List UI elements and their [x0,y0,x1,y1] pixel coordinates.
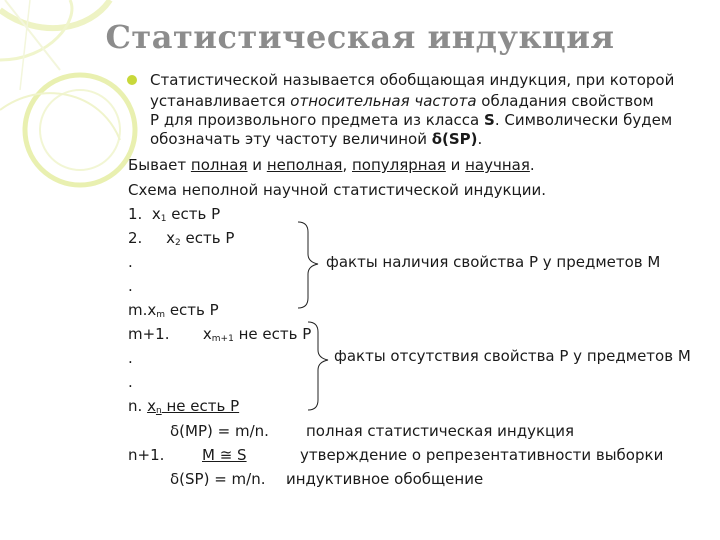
row-number: m. [128,301,148,319]
types-text: Бывает [128,156,191,174]
row-text: есть P [180,229,235,247]
row-m-plus-1 [128,325,311,343]
row-number: m+1. [128,325,170,343]
row-variable: x [166,229,176,247]
frequency-symbol: δ(SP) [431,130,478,148]
row-text: есть P [165,301,219,319]
row-m [128,301,219,319]
definition-text: . [477,130,483,148]
row-text: не есть P [233,325,312,343]
bullet-dot-icon [127,75,137,85]
definition-text: . Символически будем [494,111,673,129]
row-number: 1. [128,205,143,223]
row-number: 2. [128,229,143,247]
formula-2-number: n+1. [128,446,165,464]
row-1 [128,205,220,223]
presence-brace-icon [298,222,318,308]
formula-1: δ(MP) = m/n. [170,422,269,440]
row-2 [128,229,234,247]
row-ellipsis-4: . [128,373,133,391]
row-subscript: m [156,310,166,320]
definition-line-4 [150,130,482,148]
row-subscript: 1 [160,214,167,224]
row-variable: x [151,205,161,223]
formula-1-desc: полная статистическая индукция [306,422,574,440]
types-text: , [342,156,352,174]
definition-text: обозначать эту частоту величиной [150,130,432,148]
definition-text: устанавливается [150,92,291,110]
type-scientific: научная [465,156,530,174]
definition-text: называется обобщающая индукция, при которой [277,71,675,89]
row-number: n. [128,397,143,415]
formula-2-expr: M ≅ S [202,446,247,464]
type-incomplete: неполная [266,156,343,174]
class-symbol: S [484,111,495,129]
slide-title: Статистическая индукция [105,18,615,56]
row-variable: x [147,301,157,319]
presence-annotation: факты наличия свойства P у предметов M [326,253,661,271]
definition-emphasis: относительная частота [290,92,477,110]
definition-line-3 [150,111,672,129]
type-popular: популярная [352,156,446,174]
row-subscript: 2 [175,238,181,248]
formula-2-desc: утверждение о репрезентативности выборки [300,446,664,464]
types-text: . [529,156,535,174]
row-text: есть P [166,205,221,223]
row-ellipsis-3: . [128,349,133,367]
definition-term: Статистической [150,71,278,89]
formula-3-desc: индуктивное обобщение [286,470,484,488]
row-ellipsis-2: . [128,277,133,295]
absence-annotation: факты отсутствия свойства P у предметов M [334,347,691,365]
row-subscript: n [155,406,162,416]
types-line [128,156,535,174]
row-variable: x [202,325,212,343]
types-text: и [445,156,466,174]
definition-text: обладания свойством [476,92,654,110]
row-text: не есть P [161,397,240,415]
definition-text: P для произвольного предмета из класса [150,111,485,129]
row-n [128,397,239,415]
formula-2 [202,446,247,464]
row-ellipsis-1: . [128,253,133,271]
formula-3: δ(SP) = m/n. [170,470,266,488]
type-full: полная [190,156,248,174]
definition-line-2 [150,92,654,110]
schema-title: Схема неполной научной статистической индукции. [128,181,547,199]
types-text: и [247,156,267,174]
definition-line-1 [150,71,674,89]
row-subscript: m+1 [211,334,234,344]
row-variable: x [147,397,156,415]
